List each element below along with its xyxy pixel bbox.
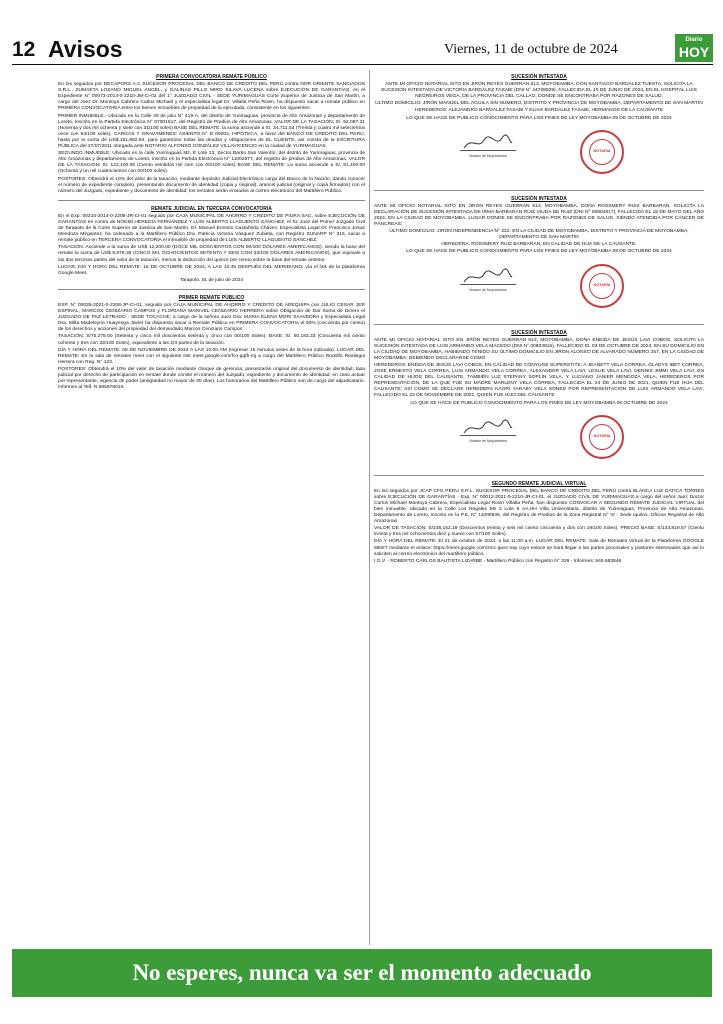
- notice-paragraph: VALOR DE TASACIÓN: S/236,152.19 (Doscientos treinta y seis mil ciento cincuenta y dos con 19/100 Soles). PRECIO BASE: S/133,819.57 (Ciento treinta y tres mil ochocientos diez y nueve con 57/100 Soles).: [374, 526, 704, 538]
- notary-seal-icon: [580, 415, 624, 459]
- notice-divider: [374, 190, 704, 191]
- signature-caption: Notario de Moyobamba: [469, 287, 507, 292]
- slogan-banner: No esperes, nunca va ser el momento adecuado: [12, 949, 712, 997]
- notice-sucesion-1: [374, 74, 704, 184]
- notice-paragraph: DÍA Y HORA DEL REMATE: 08 DE NOVIEMBRE DE 2024 A LAS 10:00 AM (Ingresar 15 minutos antes de la hora indicada). LUGAR DEL REMATE: En la sala de remates meet con el siguiente link meet.google.com/fco-gqfh-mj a cargo del Martillero Público Rodolfo Realiegui Herrera con Reg. N° 123.: [58, 347, 365, 365]
- notice-paragraph: LO QUE SE HACE DE PUBLICO CONOCIMIENTO PARA LOS FINES DE LEY MOYOBAMBA 09 DE OCTUBRE DE 2024: [406, 249, 672, 255]
- notice-divider: [374, 475, 704, 476]
- notice-title: PRIMERA CONVOCATORIA REMATE PÚBLICO: [156, 74, 267, 80]
- page-number: 12: [12, 38, 36, 61]
- notice-paragraph: En los seguidos por JCAP CFG PERU S.R.L. SUCESOR PROCESAL DEL BANCO DE CRÉDITO DEL PERÚ contra BLANCA LUZ GATICA TORRES sobre EJECUCIÓN DE GARANTÍAS - Exp. N° 00012-2021-0-2210-JR-CI-01, el JUZGADO CIVIL DE YURIMAGUAS a cargo del señor Juez Doctor Carlos Michael Montoya Cabrera, Especialista Legal Rovin Villalta Peña, han dispuesto CONVOCAR A SEGUNDO REMATE JUDICIAL VIRTUAL del bien inmueble, ubicado en la Calle Los Nogales Mz 2 Lote 6 AA.HH Villa Universitaria, distrito de Yurimaguas, Provincia de Alto Amazonas, Departamento de Loreto, inscrito en la P.E. N° 11008936, del Registro de Predios de la Zona Registral N° IV - Sede Iquitos, Oficina Registral de Alto Amazonas.: [374, 488, 704, 525]
- right-column: [374, 72, 704, 566]
- notice-sucesion-2: [374, 196, 704, 318]
- seal-text: NOTARÍA: [593, 148, 611, 153]
- signature-caption: Notario de Moyobamba: [469, 153, 507, 158]
- notice-paragraph: ÚLTIMO DOMICILIO: JIRÓN MANUEL DEL AGUILA SIN NÚMERO, DISTRITO Y PROVINCIA DE MOYOBAMBA, DEPARTAMENTO DE SAN MARTÍN: [375, 101, 703, 107]
- notice-title: SUCESIÓN INTESTADA: [511, 329, 567, 336]
- notice-paragraph: HEREDEROS: ENEIDA DE JESÚS LAVI COBOS, EN CALIDAD DE CÓNYUGE SUPÉRSTITE; A JEANETT VELA CORREA, GLADYS IBET CORREA, JOSE ERNESTO VELA CORREA, LUIS ARMANDO VELA CORREA, ALEXANDER VELA LAVI; LESLIE VELA LAVI, DENNIS JIMMI VELA LAVI, EN CALIDAD DE HIJOS DEL CAUSANTE, TAMBIÉN LUZ STEPANY SOPLIN VELA, Y LUCIANO JANIER MENDOZA VELA, HEREDEROS POR REPRESENTACIÓN, DE LA QUE FUE SU MADRE MARLENY VELA CORREA, FALLECIDA EL 24 DE JUNIO DE 2021, QUIEN FUE HIJA DEL CAUSANTE; ASÍ COMO SE DECLARE HEREDERA KAORI YARABY VELA SONED POR REPRESENTACIÓN DE LUIS ARMANDO VELA LAVI, FALLECIDO EL 22 DE NOVIEMBRE DE 2022, QUIEN FUE HIJO DEL CAUSANTE: [374, 362, 704, 399]
- seal-text: NOTARÍA: [593, 433, 611, 438]
- notice-paragraph: LUGAR, DÍA Y HORA DEL REMATE: 15 DE OCTUBRE DE 2024, A LAS 12:45 DESPUÉS DEL MERIDIANO, vía el link de la plataforma Google Meet.: [58, 264, 365, 276]
- notice-paragraph: POSTORES: Obtendrá el 10% del valor de la tasación, mediante depósito Judicial Electrónico cargo del Banco de la Nación, dando conocer el número de expediente completo, presentando documento de identidad (copia y original), arancel judicial (original y copia firmados) con el número del Juzgado, expediente y documento de identidad; los remates serán enviados al correo electrónico del Martillero Público.: [58, 176, 365, 194]
- notary-signature: [456, 128, 520, 176]
- section-title: Avisos: [48, 36, 123, 62]
- notice-primera-convocatoria: [58, 74, 365, 195]
- seal-text: NOTARÍA: [593, 282, 611, 287]
- notice-paragraph: LO QUE SE HACE DE PUBLICO CONOCIMIENTO PARA LOS FINES DE LEY MOYOBAMBA 09 OCTUBRE DE 2024: [410, 400, 668, 406]
- signature-caption: Notario de Moyobamba: [469, 438, 507, 443]
- signature-block: [374, 413, 704, 469]
- notice-paragraph: ANTE MI OFICIO NOTARIAL SITO EN JIRÓN REYES GUERRAN 613, MOYOBAMBA, DOÑA ENEIDA DE JESÚS LAVI COBOS, SOLICITA LA SUCESIÓN INTESTADA DE LUIS ARMANDO VELA MACEDO (DNI N° 00803816), FALLECIDO EL 03 DE OCTUBRE DE 2023, EN SU DOMICILIO EN LA CIUDAD DE MOYOBAMBA; HABIENDO TENIDO SU ÚLTIMO DOMICILIO EN JIRÓN ALONSO DE ALVARADO NÚMERO 257, EN LA CIUDAD DE MOYOBAMBA; DEBIENDO DECLARARSE COMO: [374, 337, 704, 361]
- notice-title: SUCESIÓN INTESTADA: [511, 195, 567, 202]
- notice-paragraph: PRIMER INMUEBLE.- Ubicado en la Calle 28 de julio N° 419-A, del distrito de Yurimaguas, provincia de Alto Amazonas y departamento de Loreto, inscrito en la Partida Electrónica N° 07001617, del Registro de Predios de Alto Amazonas. VALOR DE LA TASACIÓN: S/. 92,087.31 (Noventa y dos mil ochenta y siete con 31/100 soles) BASE DEL REMATE: la suma asciende a S/. 34,711.54 (Treinta y cuatro mil setecientos once con 54/100 soles). CARGAS Y GRAVÁMENES: ASIENTO N° D 00002, HIPOTECA, a favor del BANCO DE CRÉDITO DEL PERÚ, hasta por la suma de US$.151,882.84, para garantizar todas las deudas y obligaciones de EL CLIENTE, así consta de la ESCRITURA PÚBLICA del 27/07/2011 otorgada ante NOTARIO ALFONSO GONZÁLEZ VILLAVICENCIO en la ciudad de YURIMAGUAS.: [58, 113, 365, 150]
- notice-paragraph: TASACIÓN: Asciende a la suma de US$ 12,200.00 (DOCE MIL DOSCIENTOS CON 00/100 DÓLARES AMERICANOS), siendo la base del remate la suma de US$ 5,878.35 (CINCO MIL OCHOCIENTOS SETENTA Y SEIS CON 33/100 DÓLARES AMERICANOS), que equivale a las dos terceras partes del valor de la tasación, menos la deducción del quince por ciento sobre la base del remate anterior.: [58, 245, 365, 263]
- notary-signature: [456, 413, 520, 461]
- notary-seal-icon: [580, 130, 624, 174]
- notice-paragraph: LO QUE SE HACE DE PUBLICO CONOCIMIENTO PARA LOS FINES DE LEY MOYOBAMBA 09 DE OCTUBRE DE 2024: [406, 115, 672, 121]
- notice-title: SUCESIÓN INTESTADA: [511, 74, 567, 80]
- notice-tercera-convocatoria: [58, 206, 365, 284]
- newspaper-logo: [675, 34, 713, 62]
- left-column: [58, 72, 365, 392]
- notice-title: PRIMER REMATE PÚBLICO: [178, 294, 245, 301]
- notice-paragraph: TASACIÓN: S/75,275.00 (Setenta y cinco mil doscientos setenta y cinco con 00/100 Soles). BASE: S/. 50,183.33 (Cincuenta mil ciento ochenta y tres con 33/100 Soles), equivalente a las 2/3 partes de la tasación.: [58, 334, 365, 346]
- column-divider: [369, 70, 370, 945]
- notice-segundo-remate: [374, 481, 704, 565]
- notice-paragraph: En los seguidos por DECAPORS A.C SUCESOR PROCESAL DEL BANCO DE CRÉDITO DEL PERÚ contra NOR ORIENTE SANCIADOS S.R.L., ZUMAETA LOZANO MIGUEL ANGEL, y GALINAS PILLO MIRO SILAVA LUCENA sobre EJECUCIÓN DE GARANTÍAS, en el Expediente N° 00073-2014-0-2210-JM-CI-02 del 1° JUZGADO CIVIL - SEDE YURIMAGUAS Corte Superior de Justicia de San Martín, a cargo del Juez Dr. Montoya Cabrera Carlos Michael y el especialista legal Dr. Villalta Peña Rovin, ha dispuesto sacar a remate público en PRIMERA CONVOCATORIA entre los bienes inmuebles de propiedad de la ejecutada, consistente en los siguientes:: [58, 82, 365, 112]
- notice-paragraph: I.G.V. - ROBERTO CARLOS BAUTISTA LIZARBE - Martillero Público con Registro N° 326 - Informes: 945 683846: [374, 558, 622, 564]
- notary-seal-icon: [580, 264, 624, 308]
- notice-sucesion-3: [374, 330, 704, 469]
- notary-signature: [456, 262, 520, 310]
- notice-paragraph: HEREDERA: ROSSMERY RUIZ BARBARAN, EN CALIDAD DE HIJA DE LA CAUSANTE,: [441, 242, 637, 248]
- notice-paragraph: EXP. N° 00025-2021-0-2208-JP-CI-01, seguido por CAJA MUNICIPAL DE AHORRO Y CRÉDITO DE AREQUIPA con JULIO CESAR JER ESPINAL, MARCOS CENIZARIO CAMPOS y FLORIANA MARIVEL CENIZARIO HERRERA sobre Obligación de Dar Suma de Dinero el JUZGADO DE PAZ LETRADO - SEDE TOCACHE, a cargo de la señora Juez Dra. MARIA ELENA MORI SAAVEDRA y Especialista Legal Dra. Milta Madeleyne Huayenga Javier ha dispuesto sacar a Remate Público en PRIMERA CONVOCATORIA el 50% (cincuenta por ciento) de los derechos y acciones del propiedad del demandado Marcos Cenizario Campos.: [58, 303, 365, 333]
- signature-block: [374, 128, 704, 184]
- notice-divider: [58, 289, 365, 290]
- notice-title: REMATE JUDICIAL EN TERCERA CONVOCATORIA: [151, 205, 272, 212]
- notice-paragraph: ANTE MI OFICIO NOTARIAL SITO EN JIRÓN REYES GUERRAN 613, MOYOBAMBA, DON SANTIAGO BARDÁLEZ TUESTA, SOLICITA LA SUCESIÓN INTESTADA DE VICTORIA BARDÁLEZ FASABI (DNI N° 44728929), FALLECIDA EL 10 DE JUNIO DE 2024, EN EL HOSPITAL LUIS NEGREIROS VEGA, DE LA PROVINCIA DEL CALLAO, DONDE SE ENCONTRABA POR RAZONES DE SALUD;: [381, 82, 697, 100]
- issue-date: Viernes, 11 de octubre de 2024: [444, 42, 618, 57]
- notice-paragraph: ANTE MI OFICIO NOTARIAL SITO EN JIRÓN REYES GUERRAN 613, MOYOBAMBA, DOÑA ROSSMERY RUIZ BARBARAN, SOLICITA LA DECLARACIÓN DE SUCESIÓN INTESTADA DE IRMA BARBARÁN RUIZ VIUDA DE RUIZ (DNI N° 00804817), FALLECIDA EL 15 DE MAYO DEL AÑO 2024, EN LA CIUDAD DE MOYOBAMBA, LUGAR DONDE SE ENCONTRABA POR RAZONES DE SALUD, SIENDO ATENDIDA POR CÁNCER DE PÁNCREAS;: [374, 203, 704, 228]
- notice-divider: [374, 324, 704, 325]
- notice-date: Tarapoto, 01 de julio de 2024: [179, 277, 244, 283]
- notice-paragraph: SEGUNDO INMUEBLE. Ubicado en la calle Yurimaguas Mz. E Lote 13, Sector Barrio San Valentín, del distrito de Yurimaguas, provincia de Alto Amazonas y departamento de Loreto, inscrito en la Partida Electrónica N° 11002577, del registro de predios de Alto Amazonas. VALOR DE LA TASACIÓN: S/. 122,100.00 (Ciento veintidós mil cien con 00/100 soles) BASE DEL REMATE: La suma asciende a S/. 81,400.00 (Ochenta y un mil cuatrocientos con 00/100 soles).: [58, 151, 365, 175]
- page-header: [12, 30, 713, 65]
- notice-paragraph: En el Exp. 00215-2014-0-2208-JR-CI-01 seguido por CAJA MUNICIPAL DE AHORRO Y CRÉDITO DE PIURA SAC, sobre EJECUCIÓN DE GARANTÍAS en contra de NOEMÍ HEREDIA FERNÁNDEZ Y LUIS ALBERTO LLAGUENTO SÁNCHEZ, el Sr. Juez del Primer Juzgado Civil de Tarapoto de la Corte Superior de Justicia de San Martín, Dr. Manuel Ernesto Castañeda Chávez, Especialista Legal Dr. Francisco Josué Mendoza Mirgantez, ha ordenado a la Martillero Público Dra. Patricia Victoria Vásquez Zubieta, con Registro SUNARP N° 315, sacar a remate público en TERCERA CONVOCATORIA el inmueble de propiedad de LUIS ALBERTO LLAGUENTO SÁNCHEZ.: [58, 213, 365, 244]
- notice-divider: [58, 200, 365, 201]
- logo-top: Diario: [685, 37, 703, 43]
- logo-main: HOY: [678, 44, 710, 60]
- notice-primer-remate: [58, 295, 365, 391]
- notice-paragraph: DÍA Y HORA DEL REMATE: El 21 de octubre de 2024, a las 11:00 a.m. LUGAR DEL REMATE: Sala de Remates Virtual de la Plataforma GOOGLE MEET mediante el enlace: https://meet.google.com/zmc-gwcr-ssp cuyo enlace se hará llegar a las partes procesales y postores interesados que así lo soliciten al correo electrónico del martillero público.: [374, 539, 704, 557]
- notice-paragraph: POSTORES: Obtendrá el 10% del valor de tasación mediante cheque de gerencia; presentarán original del documento de identidad; tasa judicial por derecho de participación en remate donde conste el número del Juzgado, expediente y documento de identidad, en caso actuar por representante, vigencia de poder (antigüedad no mayor de 30 días). Los honorarios del Martillero Público son de cargo del adjudicatario. Informes al Telf. N 985578013.: [58, 366, 365, 391]
- notice-paragraph: ÚLTIMO DOMICILIO: JIRÓN INDEPENDENCIA N° 222, EN LA CIUDAD DE MOYOBAMBA, DISTRITO Y PROVINCIA DE MOYOBAMBA, DEPARTAMENTO DE SAN MARTÍN: [389, 229, 689, 241]
- signature-block: [374, 262, 704, 318]
- notice-title: SEGUNDO REMATE JUDICIAL VIRTUAL: [491, 480, 587, 487]
- notice-paragraph: HEREDEROS: ALEJANDRO BARDÁLEZ FASABI Y ELIAS BARDÁLEZ FASABI, HERMANOS DE LA CAUSANTE: [415, 108, 663, 114]
